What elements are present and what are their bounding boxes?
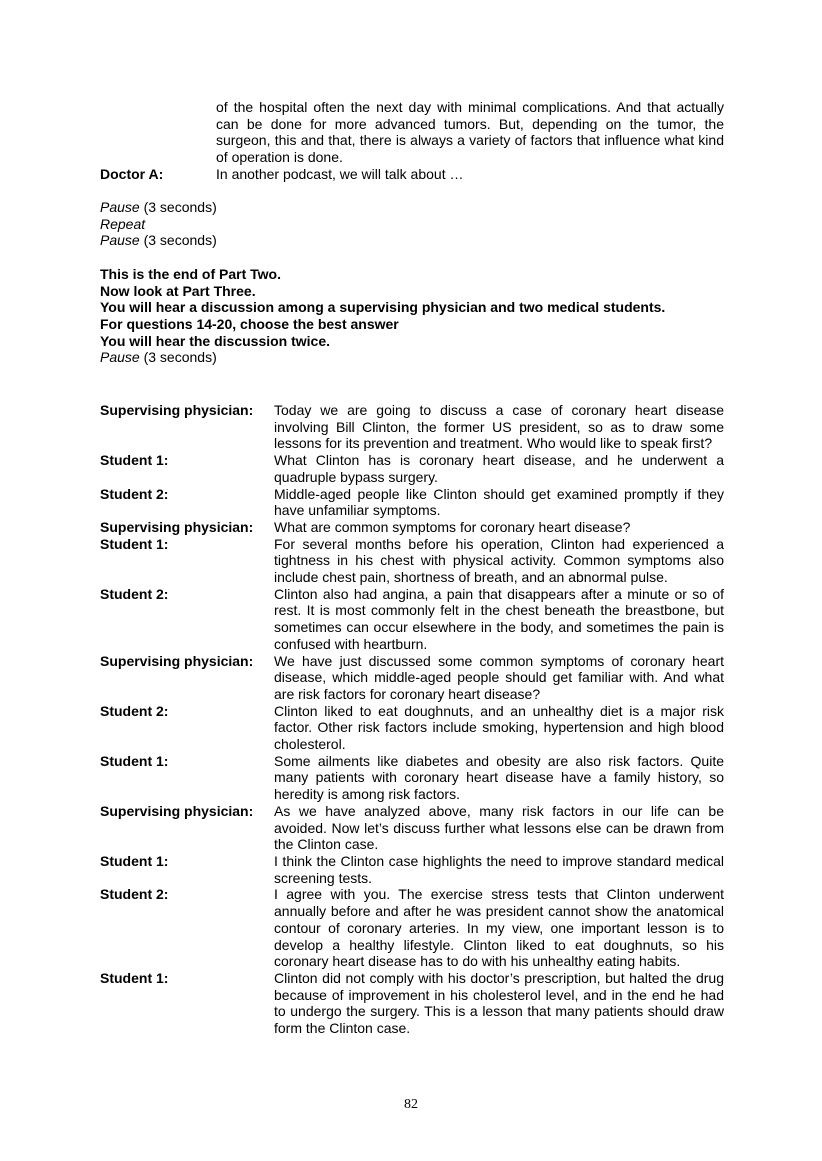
previous-dialogue-tail (100, 99, 724, 183)
pause-duration: (3 seconds) (139, 349, 217, 365)
speech-text: We have just discussed some common symptoms of coronary heart disease, which middle-aged people should get familiar with. And what are risk factors for coronary heart disease? (274, 652, 724, 702)
speech-text: As we have analyzed above, many risk factors in our life can be avoided. Now let’s discuss further what lessons else can be drawn from the Clinton case. (274, 802, 724, 853)
speech-text: Middle-aged people like Clinton should get examined promptly if they have unfamiliar symptoms. (274, 485, 724, 519)
speaker-label: Student 1: (100, 852, 169, 869)
speaker-label: Student 1: (100, 535, 169, 552)
speech-text: For several months before his operation, Clinton had experienced a tightness in his chest with physical activity. Common symptoms also include chest pain, shortness of breath, and an abnormal pulse. (274, 535, 724, 586)
speaker-label: Student 1: (100, 752, 169, 769)
dialogue-row (100, 166, 724, 183)
dialogue-row (100, 486, 724, 519)
speaker-label: Student 2: (100, 702, 169, 719)
dialogue-row (100, 402, 724, 452)
dialogue-row (100, 703, 724, 753)
speech-text: I agree with you. The exercise stress tests that Clinton underwent annually before and after he was president cannot show the anatomical contour of coronary arteries. In my view, one important lesson is to develop a healthy lifestyle. Clinton liked to eat doughnuts, so his coronary heart disease has to do with his unhealthy eating habits. (274, 886, 724, 970)
stage-directions (100, 199, 724, 249)
announcement-line: For questions 14-20, choose the best answer (100, 316, 399, 333)
announcement-line: Now look at Part Three. (100, 282, 256, 299)
dialogue-row (100, 853, 724, 886)
dialogue-row (100, 519, 724, 536)
speaker-label: Supervising physician: (100, 802, 254, 819)
speech-text: Today we are going to discuss a case of coronary heart disease involving Bill Clinton, the former US president, so as to draw some lessons for its prevention and treatment. Who would like to speak first? (274, 402, 724, 452)
speech-text: Clinton liked to eat doughnuts, and an unhealthy diet is a major risk factor. Other risk factors include smoking, hypertension and high blood cholesterol. (274, 702, 724, 753)
dialogue-row (100, 653, 724, 703)
speaker-label: Student 1: (100, 452, 169, 469)
pause-word: Pause (100, 232, 140, 249)
pause-duration: (3 seconds) (139, 199, 217, 215)
dialogue-row (100, 586, 724, 653)
announcement-line: You will hear a discussion among a supervising physician and two medical students. (100, 299, 666, 316)
pause-line (100, 349, 217, 366)
speech-text: Clinton did not comply with his doctor’s prescription, but halted the drug because of improvement in his cholesterol level, and in the end he had to undergo the surgery. This is a lesson that many patients should draw form the Clinton case. (274, 969, 724, 1037)
speech-text: Some ailments like diabetes and obesity are also risk factors. Quite many patients with coronary heart disease have a family history, so heredity is among risk factors. (274, 752, 724, 803)
pause-word: Pause (100, 349, 140, 365)
speech-text: In another podcast, we will talk about … (216, 165, 464, 182)
speech-text: What are common symptoms for coronary heart disease? (274, 518, 631, 535)
speaker-label: Supervising physician: (100, 402, 254, 418)
pause-word: Pause (100, 199, 140, 215)
dialogue-row (100, 753, 724, 803)
dialogue-row (100, 803, 724, 853)
speaker-label: Student 2: (100, 886, 169, 903)
speaker-label: Supervising physician: (100, 518, 254, 535)
pause-duration: (3 seconds) (139, 232, 217, 249)
announcement-line: You will hear the discussion twice. (100, 332, 331, 349)
announcement-line: This is the end of Part Two. (100, 266, 281, 282)
part-announcement (100, 266, 724, 350)
speaker-label: Doctor A: (100, 165, 164, 182)
repeat-line (100, 216, 724, 233)
speech-text: I think the Clinton case highlights the need to improve standard medical screening tests. (274, 852, 724, 886)
speaker-label: Supervising physician: (100, 652, 254, 669)
speaker-label: Student 2: (100, 585, 169, 602)
dialogue-row (100, 886, 724, 970)
pause-line (100, 232, 724, 249)
page-number: 82 (404, 1097, 418, 1112)
speaker-label: Student 2: (100, 485, 169, 502)
continuation-text: of the hospital often the next day with minimal complications. And that actually can be done for more advanced tumors. But, depending on the tumor, the surgeon, this and that, there is always a variety of factors that influence what kind of operation is done. (216, 99, 724, 166)
speech-text: What Clinton has is coronary heart disease, and he underwent a quadruple bypass surgery. (274, 452, 724, 485)
discussion-transcript (100, 402, 724, 1037)
dialogue-row (100, 536, 724, 586)
speech-text: Clinton also had angina, a pain that disappears after a minute or so of rest. It is most commonly felt in the chest beneath the breastbone, but sometimes can occur elsewhere in the body, and sometimes the pain is confused with heartburn. (274, 585, 724, 652)
pause-line (100, 199, 724, 216)
speaker-label: Student 1: (100, 969, 169, 986)
dialogue-row (100, 970, 724, 1037)
dialogue-row (100, 452, 724, 485)
repeat-word: Repeat (100, 215, 146, 232)
